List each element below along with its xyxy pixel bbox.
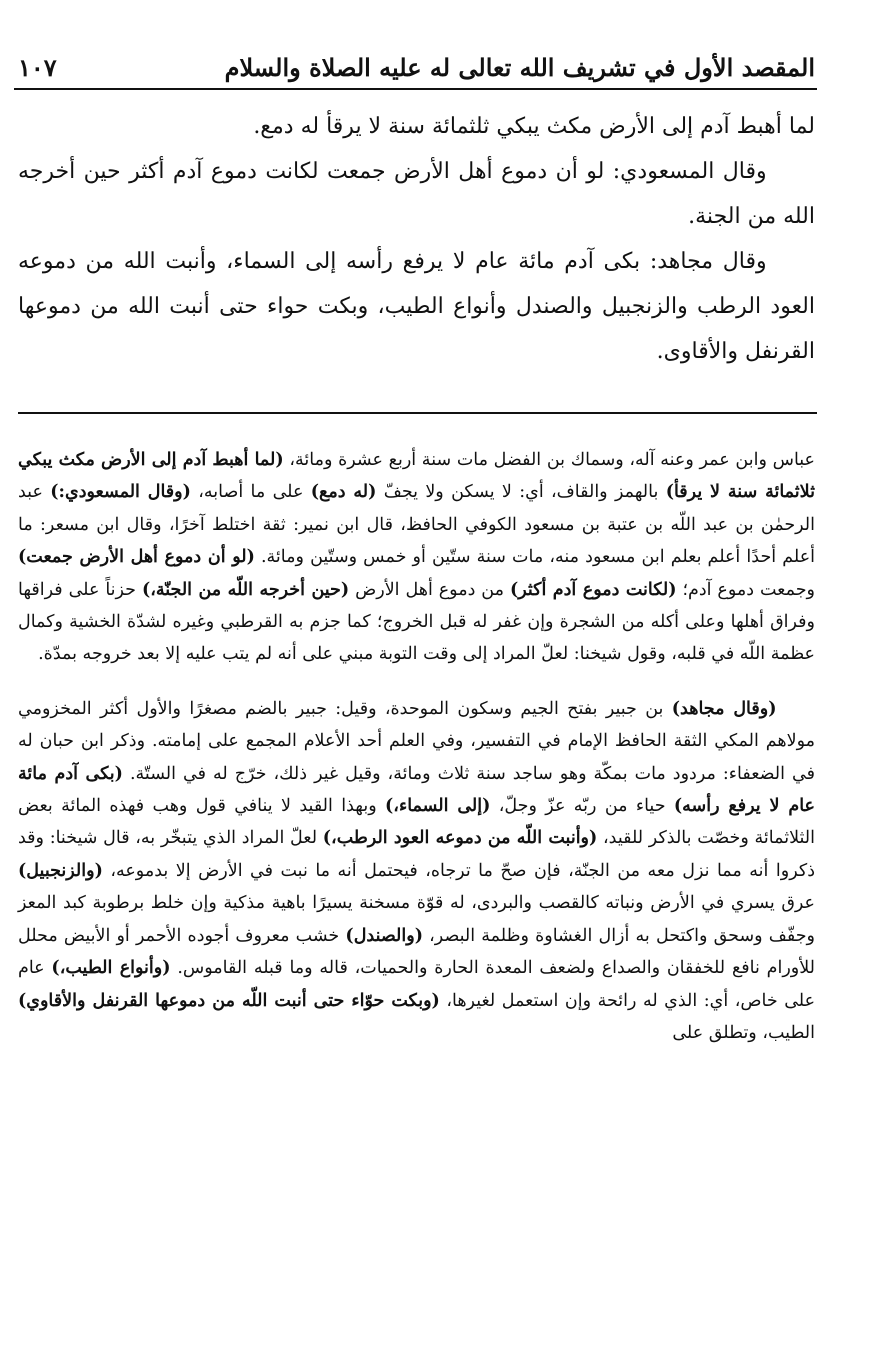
commentary-text: حياء من ربّه عزّ وجلّ،	[490, 796, 674, 817]
commentary-text: عام على خاص، أي: الذي له رائحة وإن استعمل لغيرها،	[18, 958, 816, 1011]
quoted-lemma: (له دمع)	[310, 482, 377, 503]
quoted-lemma: (لو أن دموع أهل الأرض جمعت)	[18, 547, 255, 568]
quoted-lemma: (بكى آدم مائة عام لا يرفع رأسه)	[18, 763, 815, 817]
header-rule	[14, 88, 817, 90]
commentary-text: لعلّ المراد الذي يتبخّر به، قال شيخنا: وقد ذكروا أنه مما نزل معه من الجنّة، فإن صحّ ما ترجاه، فيحتمل أنه ما نبت في الأرض إلا بدموعه،	[18, 828, 815, 881]
commentary-text: من دموع أهل الأرض	[349, 579, 510, 600]
quoted-lemma: (وأنواع الطيب،)	[51, 958, 171, 979]
commentary-text: على ما أصابه،	[190, 482, 311, 503]
quoted-lemma: (والصندل)	[345, 925, 423, 946]
commentary-text: الطيب، وتطلق على	[672, 1022, 815, 1043]
footnote-separator	[18, 412, 817, 414]
quoted-lemma: (إلى السماء،)	[385, 796, 491, 817]
main-paragraph-1: لما أهبط آدم إلى الأرض مكث يبكي ثلثمائة سنة لا يرقأ له دمع.	[253, 114, 815, 139]
quoted-lemma: (وقال المسعودي:)	[50, 482, 191, 503]
commentary-text: عرق يسري في الأرض ونباته كالقصب والبردى، له قوّة مسخنة يسيرًا باهية مذكية وإن خلط برطوبة كبد المعز وجفّف وسحق واكتحل به أزال الغشاوة وظلمة البصر،	[18, 893, 815, 946]
commentary-paragraph-2	[18, 693, 815, 1049]
commentary-text: عبد الرحمٰن بن عبد اللّه بن عتبة بن مسعود الكوفي الحافظ، قال ابن نمير: ثقة اختلط آخرًا، وقال ابن مسعر: ما أعلم أحدًا أعلم بعلم ابن مسعود منه، مات سنة ستّين أو خمس وستّين ومائة.	[18, 482, 815, 568]
commentary-text: حزناً على فراقها وفراق أهلها وعلى أكله من الشجرة وإن غفر له قبل الخروج؛ كما جزم به القرطبي وغيره لشدّة الخشية وكمال عظمة اللّه في قلبه، وقول شيخنا: لعلّ المراد إلى وقت التوبة مبني على أنه لم يتب عليه إلا بعد خروجه بمدّة.	[18, 579, 815, 665]
commentary-text: بن جبير بفتح الجيم وسكون الموحدة، وقيل: جبير بالضم مصغرًا والأول أكثر المخزومي مولاهم المكي الثقة الحافظ الإمام في التفسير، وفي العلم أحد الأعلام المجمع على إمامته. وذكر ابن حبان له في الضعفاء: مردود مات بمكّة وهو ساجد سنة ثلاث ومائة، وقيل غير ذلك، خرّج له في الستّة.	[18, 698, 815, 784]
running-title: المقصد الأول في تشريف الله تعالى له عليه الصلاة والسلام	[224, 53, 815, 82]
quoted-lemma: (لكانت دموع آدم أكثر)	[509, 579, 677, 600]
quoted-lemma: (والزنجبيل)	[18, 860, 103, 881]
commentary	[18, 444, 815, 1049]
commentary-text: بالهمز والقاف، أي: لا يسكن ولا يجفّ	[376, 482, 666, 503]
commentary-text: خشب معروف أجوده الأحمر أو الأبيض محلل للأورام نافع للخفقان والصداع ولضعف المعدة الحارة والحميات، قاله وما قبله القاموس.	[18, 925, 816, 979]
quoted-lemma: (وأنبت اللّه من دموعه العود الرطب،)	[322, 828, 598, 849]
quoted-lemma: (وبكت حوّاء حتى أنبت اللّه من دموعها القرنفل والأقاوي)	[18, 990, 440, 1011]
quoted-lemma: (حين أخرجه اللّه من الجنّة،)	[141, 579, 350, 600]
commentary-text: وجمعت دموع آدم؛	[676, 579, 816, 600]
main-paragraph-2: وقال المسعودي: لو أن دموع أهل الأرض جمعت لكانت دموع آدم أكثر حين أخرجه الله من الجنة.	[18, 159, 815, 229]
page-number: ١٠٧	[18, 53, 57, 82]
commentary-paragraph-1	[18, 444, 815, 671]
commentary-text: وبهذا القيد لا ينافي قول وهب فهذه المائة بعض الثلاثمائة وخصّت بالذكر للقيد،	[18, 796, 816, 849]
running-header	[18, 40, 815, 82]
quoted-lemma: (وقال مجاهد)	[671, 698, 777, 719]
quoted-lemma: (لما أهبط آدم إلى الأرض مكث يبكي ثلاثمائة سنة لا يرقأ)	[18, 450, 815, 503]
main-paragraph-3: وقال مجاهد: بكى آدم مائة عام لا يرفع رأسه إلى السماء، وأنبت الله من دموعه العود الرطب والزنجبيل والصندل وأنواع الطيب، وبكت حواء حتى أنبت الله من دموعها القرنفل والأقاوى.	[18, 249, 815, 364]
commentary-text: عباس وابن عمر وعنه آله، وسماك بن الفضل مات سنة أربع عشرة ومائة،	[283, 450, 816, 470]
main-text	[18, 104, 815, 374]
